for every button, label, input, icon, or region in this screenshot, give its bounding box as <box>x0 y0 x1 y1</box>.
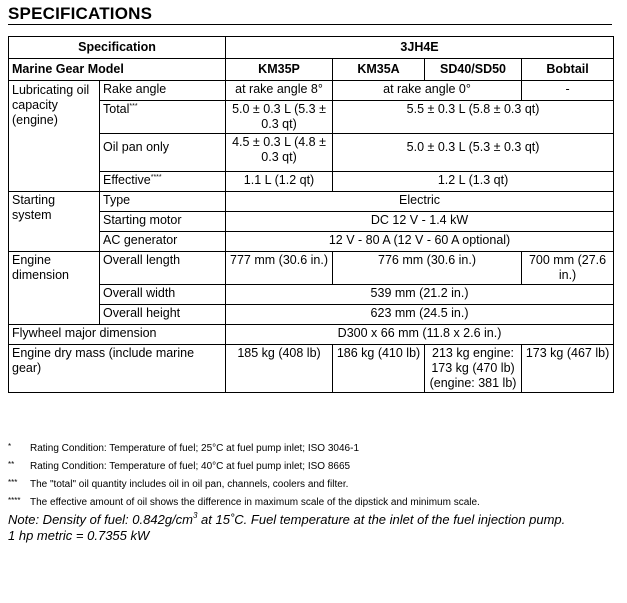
flywheel-label: Flywheel major dimension <box>9 325 226 345</box>
hp-conversion-note: 1 hp metric = 0.7355 kW <box>8 528 150 543</box>
effective-label: Effective**** <box>100 172 226 192</box>
total-other: 5.5 ± 0.3 L (5.8 ± 0.3 qt) <box>333 101 614 134</box>
dry-mass-km35a: 186 kg (410 lb) <box>333 345 425 393</box>
footnote-mark: ** <box>8 460 15 469</box>
table-row <box>9 325 614 345</box>
model-header-km35p: KM35P <box>226 59 333 81</box>
ac-generator-label: AC generator <box>100 232 226 252</box>
footnote <box>8 494 618 512</box>
table-row <box>9 252 614 285</box>
effective-km35p: 1.1 L (1.2 qt) <box>226 172 333 192</box>
oil-pan-km35p: 4.5 ± 0.3 L (4.8 ± 0.3 qt) <box>226 134 333 172</box>
table-row <box>9 345 614 393</box>
ac-generator-value: 12 V - 80 A (12 V - 60 A optional) <box>226 232 614 252</box>
table-row <box>9 59 614 81</box>
specifications-table <box>8 36 614 393</box>
model-header-bobtail: Bobtail <box>522 59 614 81</box>
dry-mass-label: Engine dry mass (include marine gear) <box>9 345 226 393</box>
overall-length-bobtail: 700 mm (27.6 in.) <box>522 252 614 285</box>
page-title: SPECIFICATIONS <box>8 4 153 23</box>
oil-pan-label: Oil pan only <box>100 134 226 172</box>
table-row <box>9 232 614 252</box>
footnotes <box>8 440 618 544</box>
dry-mass-bobtail: 173 kg (467 lb) <box>522 345 614 393</box>
dry-mass-km35p: 185 kg (408 lb) <box>226 345 333 393</box>
footnote-mark: **** <box>8 496 21 505</box>
effective-other: 1.2 L (1.3 qt) <box>333 172 614 192</box>
overall-height-label: Overall height <box>100 305 226 325</box>
footnote-mark: * <box>8 442 12 451</box>
table-row <box>9 192 614 212</box>
footnote-text: Rating Condition: Temperature of fuel; 40°C at fuel pump inlet; ISO 8665 <box>30 461 351 472</box>
footnote <box>8 440 618 458</box>
rake-angle-bobtail: - <box>522 81 614 101</box>
specification-header: Specification <box>9 37 226 59</box>
table-row <box>9 285 614 305</box>
title-underline <box>8 24 612 25</box>
table-row <box>9 37 614 59</box>
table-row <box>9 305 614 325</box>
starting-motor-value: DC 12 V - 1.4 kW <box>226 212 614 232</box>
rake-angle-km35p: at rake angle 8° <box>226 81 333 101</box>
overall-length-label: Overall length <box>100 252 226 285</box>
dry-mass-sd40-sd50: 213 kg engine: 173 kg (470 lb) (engine: 381 lb) <box>425 345 522 393</box>
model-header-sd40-sd50: SD40/SD50 <box>425 59 522 81</box>
flywheel-value: D300 x 66 mm (11.8 x 2.6 in.) <box>226 325 614 345</box>
rake-angle-other: at rake angle 0° <box>333 81 522 101</box>
total-label: Total*** <box>100 101 226 134</box>
total-km35p: 5.0 ± 0.3 L (5.3 ± 0.3 qt) <box>226 101 333 134</box>
footnote <box>8 458 618 476</box>
table-row <box>9 134 614 172</box>
overall-length-mid: 776 mm (30.6 in.) <box>333 252 522 285</box>
table-row <box>9 172 614 192</box>
marine-gear-model-header: Marine Gear Model <box>9 59 226 81</box>
table-row <box>9 212 614 232</box>
footnote-text: The "total" oil quantity includes oil in oil pan, channels, coolers and filter. <box>30 479 349 490</box>
starting-motor-label: Starting motor <box>100 212 226 232</box>
engine-dimension-group: Engine dimension <box>9 252 100 325</box>
starting-system-group: Starting system <box>9 192 100 252</box>
footnote-text: The effective amount of oil shows the difference in maximum scale of the dipstick and minimum scale. <box>30 497 480 508</box>
footnote <box>8 476 618 494</box>
lubricating-oil-group: Lubricating oil capacity (engine) <box>9 81 100 192</box>
fuel-density-note: Note: Density of fuel: $0.842g/cm^3$ at 15˚C. Fuel temperature at the inlet of the fuel injection pump. <box>8 511 566 527</box>
overall-width-label: Overall width <box>100 285 226 305</box>
model-header-km35a: KM35A <box>333 59 425 81</box>
overall-height-value: 623 mm (24.5 in.) <box>226 305 614 325</box>
footnote-text: Rating Condition: Temperature of fuel; 25°C at fuel pump inlet; ISO 3046-1 <box>30 443 360 454</box>
type-label: Type <box>100 192 226 212</box>
table-row <box>9 101 614 134</box>
table-row <box>9 81 614 101</box>
oil-pan-other: 5.0 ± 0.3 L (5.3 ± 0.3 qt) <box>333 134 614 172</box>
rake-angle-label: Rake angle <box>100 81 226 101</box>
type-value: Electric <box>226 192 614 212</box>
overall-length-km35p: 777 mm (30.6 in.) <box>226 252 333 285</box>
engine-model-header: 3JH4E <box>226 37 614 59</box>
overall-width-value: 539 mm (21.2 in.) <box>226 285 614 305</box>
footnote-mark: *** <box>8 478 18 487</box>
